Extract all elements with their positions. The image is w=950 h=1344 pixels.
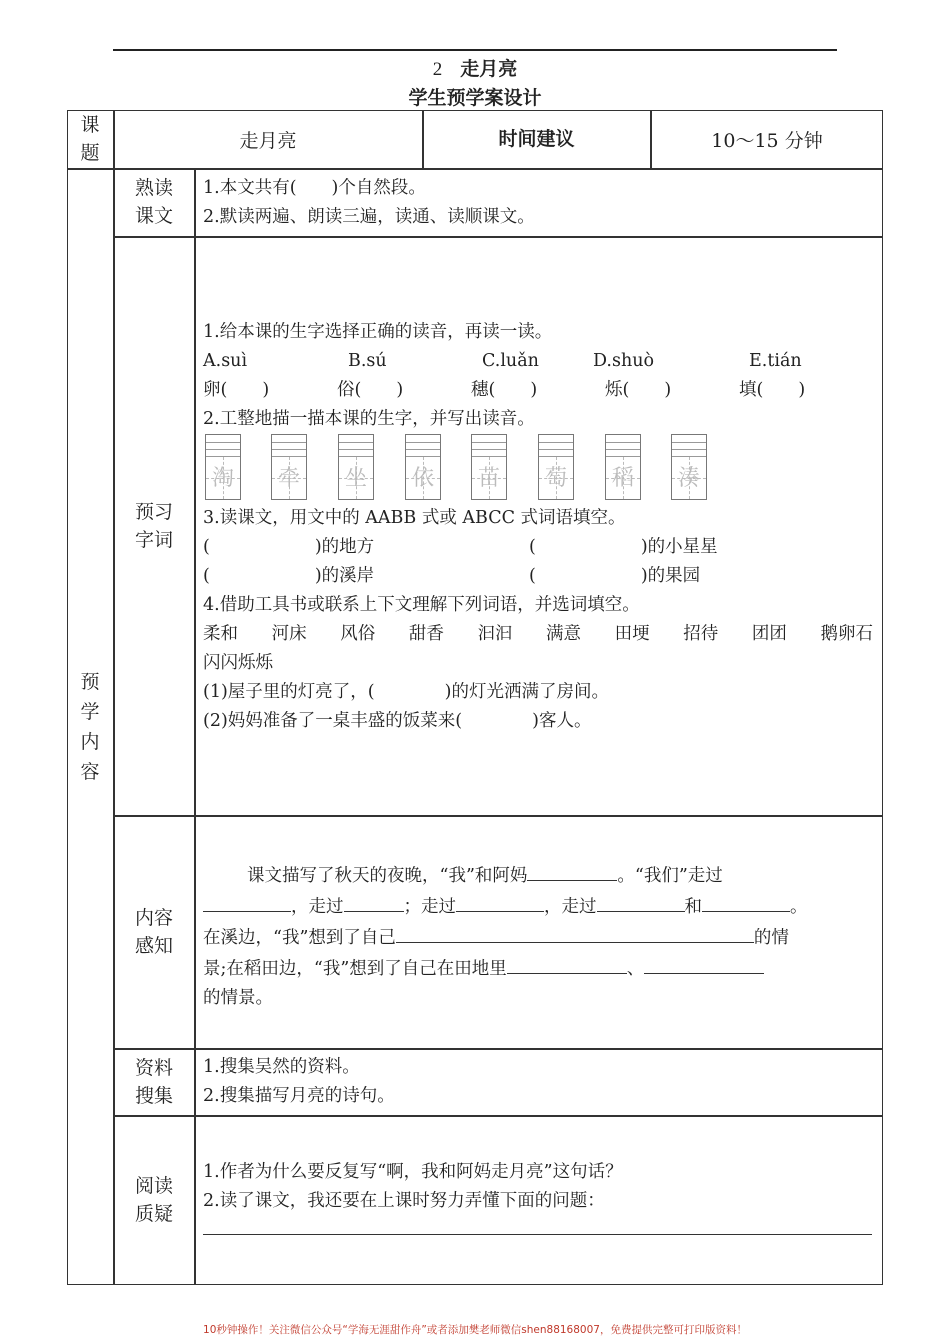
cp-text: 的情 (753, 928, 789, 948)
word-item: 柔和 (203, 624, 238, 644)
fill-blank: ( )的果园 (529, 566, 701, 586)
materials-label (114, 1048, 194, 1115)
reading-questions-label (114, 1115, 194, 1285)
word-item: 河床 (271, 624, 307, 644)
option-c: C.luǎn (482, 351, 539, 371)
word-item: 风俗 (340, 624, 376, 644)
sentence-1: (1)屋子里的灯亮了，( )的灯光洒满了房间。 (203, 682, 609, 702)
topic-label-text: 课题 (80, 114, 100, 164)
content-perception-label-text: 内容感知 (134, 906, 173, 957)
trace-char: 坐 (344, 466, 367, 491)
content-perception-label (114, 815, 194, 1048)
materials-label-text: 资料搜集 (134, 1056, 173, 1107)
preview-q2: 2.工整地描一描本课的生字，并写出读音。 (203, 409, 535, 429)
cp-text: 、 (626, 959, 645, 979)
cp-text: 课文描写了秋天的夜晚，“我”和阿妈 (247, 866, 528, 886)
cp-text: 景;在稻田边，“我”想到了自己在田地里 (203, 959, 507, 979)
answer-blank[interactable] (644, 953, 764, 974)
top-rule (113, 49, 837, 51)
char-choices (203, 376, 805, 405)
sentence-2: (2)妈妈准备了一桌丰盛的饭菜来( )客人。 (203, 711, 592, 731)
cp-text: ；走过 (403, 897, 456, 917)
option-a: A.suì (203, 351, 248, 371)
read-aloud-line: 1.本文共有( )个自然段。 (203, 178, 426, 198)
option-d: D.shuò (593, 351, 655, 371)
trace-char: 萄 (544, 466, 567, 491)
row-divider (113, 815, 883, 817)
answer-blank[interactable] (344, 891, 404, 912)
reading-questions-content (203, 1158, 872, 1235)
preview-q4: 4.借助工具书或联系上下文理解下列词语，并选词填空。 (203, 595, 640, 615)
trace-char: 苗 (477, 466, 500, 491)
trace-char: 依 (411, 466, 434, 491)
char-choice: 俗( ) (337, 380, 404, 400)
answer-blank[interactable] (527, 860, 617, 881)
trace-char: 牵 (277, 466, 300, 491)
tracing-box[interactable] (338, 434, 374, 500)
answer-blank[interactable] (507, 953, 627, 974)
lesson-number: 2 (432, 59, 443, 80)
materials-content (203, 1053, 395, 1111)
answer-blank[interactable] (396, 922, 754, 943)
read-aloud-content (203, 174, 535, 232)
fill-blank: ( )的地方 (203, 537, 375, 557)
time-value: 10～15 分钟 (711, 129, 823, 152)
read-aloud-line: 2.默读两遍、朗读三遍，读通、读顺课文。 (203, 207, 535, 227)
cp-text: ，走过 (291, 897, 344, 917)
word-item: 团团 (751, 624, 787, 644)
cp-text: 。“我们”走过 (617, 866, 723, 886)
preview-q1-block (203, 318, 805, 434)
content-perception-text (203, 860, 808, 1013)
word-item: 满意 (546, 624, 582, 644)
cp-text: 的情景。 (203, 988, 273, 1008)
fill-blank: ( )的小星星 (529, 537, 718, 557)
option-e: E.tián (749, 351, 802, 371)
char-choice: 穗( ) (471, 380, 538, 400)
preview-words-label-text: 预习字词 (134, 500, 173, 551)
cp-text: 和 (684, 897, 702, 917)
word-item: 招待 (683, 624, 719, 644)
lesson-title (0, 54, 950, 81)
time-label: 时间建议 (498, 128, 575, 150)
trace-char: 稻 (611, 466, 634, 491)
tracing-box[interactable] (205, 434, 241, 500)
materials-line: 2.搜集描写月亮的诗句。 (203, 1086, 395, 1106)
char-choice: 卵( ) (203, 380, 270, 400)
preview-words-label (114, 236, 194, 815)
answer-blank[interactable] (203, 891, 291, 912)
section-label-text: 预学内容 (80, 670, 100, 783)
row-divider (113, 1115, 883, 1117)
answer-line[interactable] (203, 1216, 872, 1235)
cp-text: 。 (790, 897, 808, 917)
char-choice: 烁( ) (605, 380, 672, 400)
preview-q3-block (203, 504, 873, 736)
answer-blank[interactable] (702, 891, 790, 912)
row-divider (113, 1048, 883, 1050)
col-divider (194, 168, 196, 1285)
tracing-box[interactable] (671, 434, 707, 500)
word-item: 闪闪烁烁 (203, 653, 273, 673)
answer-blank[interactable] (456, 891, 544, 912)
preview-q3: 3.读课文，用文中的 AABB 式或 ABCC 式词语填空。 (203, 508, 626, 528)
word-item: 田埂 (614, 624, 650, 644)
trace-char: 淘 (211, 466, 234, 491)
topic-value: 走月亮 (239, 129, 297, 152)
row-divider (113, 236, 883, 238)
tracing-grid (205, 434, 725, 502)
section-label (67, 168, 113, 1285)
topic-label (67, 110, 113, 168)
tracing-box[interactable] (605, 434, 641, 500)
lesson-name: 走月亮 (460, 58, 518, 80)
word-item: 鹅卵石 (820, 624, 873, 644)
fill-row (203, 562, 873, 591)
read-aloud-label (114, 168, 194, 236)
page-subtitle: 学生预学案设计 (408, 87, 542, 109)
preview-q1: 1.给本课的生字选择正确的读音，再读一读。 (203, 322, 553, 342)
question-line: 2.读了课文，我还要在上课时努力弄懂下面的问题： (203, 1191, 605, 1211)
tracing-box[interactable] (271, 434, 307, 500)
trace-char: 湊 (677, 466, 700, 491)
word-item: 汩汩 (477, 624, 513, 644)
question-line: 1.作者为什么要反复写“啊，我和阿妈走月亮”这句话？ (203, 1162, 623, 1182)
materials-line: 1.搜集吴然的资料。 (203, 1057, 360, 1077)
tracing-box[interactable] (405, 434, 441, 500)
tracing-box[interactable] (471, 434, 507, 500)
pinyin-options (203, 347, 805, 376)
reading-questions-label-text: 阅读质疑 (134, 1175, 173, 1225)
fill-blank: ( )的溪岸 (203, 566, 375, 586)
option-b: B.sú (348, 351, 387, 371)
read-aloud-label-text: 熟读课文 (134, 177, 173, 227)
answer-blank[interactable] (597, 891, 685, 912)
footer-note: 10秒钟操作！关注微信公众号“学海无涯甜作舟”或者添加樊老师微信shen88168007，免费提供完整可打印版资料！ (203, 1324, 747, 1336)
word-bank (203, 620, 873, 649)
word-item: 甜香 (408, 624, 444, 644)
tracing-box[interactable] (538, 434, 574, 500)
cp-text: ，走过 (544, 897, 597, 917)
fill-row (203, 533, 873, 562)
char-choice: 填( ) (739, 380, 806, 400)
cp-text: 在溪边，“我”想到了自己 (203, 928, 396, 948)
